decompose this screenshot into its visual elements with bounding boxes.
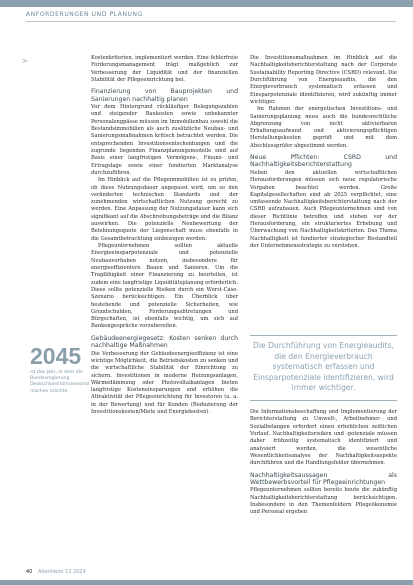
paragraph: Im Hinblick auf die Pflegeimmobilien ist zu prüfen, ob diese Nutzungsdauer angepasst wird, um so den veränderten technischen Standards und der zunehmenden wirtschaftlichen Nutzung gerecht zu werden. Eine Anpassung der Nutzungsdauer kann sich signifikant auf die Abschreibungsbeträge und die Bilanz auswirken. Die potenzielle Neubewertung der Belehnungsquote der Liegenschaft muss ebenfalls in die Gesamtbetrachtung einbezogen werden. (91, 177, 238, 242)
subheading: Neue Pflichten: CSRD und Nachhaltigkeitsberichterstattung (250, 154, 397, 169)
chevron-right-icon: > (22, 57, 28, 65)
bottom-color-bar (0, 580, 413, 585)
publication-name: Altenheim 12 2024 (37, 569, 86, 575)
pull-quote (250, 335, 397, 401)
top-color-bar (0, 0, 413, 7)
kicker-divider (26, 21, 396, 22)
page-footer (26, 569, 86, 575)
paragraph: Die Verbesserung der Gebäudeenergieeffizienz ist eine wichtige Möglichkeit, die Betriebskosten zu senken und die wirtschaftliche Stabilität der Einrichtung zu sichern. Investitionen in moderne Heizungsanlagen, Wärmedämmung oder Photovoltaikanlagen bieten langfristige Kosteneinsparungen und erhöhen die Attraktivität der Pflegeeinrichtung für Investoren (u. a. in der Bewertung) und für Kunden (Reduzierung der Investitionskosten/Miete und Energiekosten). (91, 350, 238, 416)
section-kicker: ANFORDERUNGEN UND PLANUNG (26, 11, 143, 18)
paragraph: Neben den aktuellen wirtschaftlichen Herausforderungen müssen sich neue regulatorische Vorgaben beachtet werden. Große Kapitalgesellschaften sind ab 2025 verpflichtet, eine umfassende Nachhaltigkeitsberichterstattung nach der CSRD aufzubauen. Auch Pflegeunternehmen sind von dieser Richtlinie betroffen und stehen vor der Herausforderung, ein strukturiertes Erhebung und Überwachung von Nachhaltigkeitskriterien. Das Thema Nachhaltigkeit ist fundierter strategischer Bestandteil der Unternehmensstrategie zu verstehen. (250, 169, 397, 249)
pull-quote-text: Die Durchführung von Energieaudits, die den Energieverbrauch systematisch erfassen und Einsparpotenziale identifizieren, wird immer wichtiger. (253, 341, 394, 393)
stat-caption: ist das Jahr, in dem die Bundesregierung Deutschland klimaneutral machen möchte. (30, 370, 90, 394)
subheading: Nachhaltigkeitsaussagen als Wettbewerbsvorteil für Pflegeeinrichtungen (250, 471, 397, 486)
page-number: 40 (26, 569, 33, 575)
paragraph: Pflegeunternehmen sollten bereits heute die zukünftig Nachhaltigkeitsberichterstattung berücksichtigen. Insbesondere in den Themenfeldern Pflegeökonomie und Personal ergeben (250, 487, 397, 516)
paragraph: Kostenkriterien, implementiert werden. Eine fehlerfreie Forderungsmanagement trägt maßgeblich zur Verbesserung der Liquidität und der finanziellen Stabilität der Pflegeeinrichtung bei. (91, 55, 238, 83)
paragraph: Im Rahmen der energetischen Investitions- und Sanierungsplanung muss auch die bundesrechtliche Abgrenzung von nicht aktivierbaren Erhaltungsaufwand und aktivierungspflichtigen Herstellungskosten geprüft und mit dem Abschlussprüfer abgestimmt werden. (250, 106, 397, 149)
stat-number: 2045 (30, 343, 82, 369)
paragraph: Vor dem Hintergrund rückläufiger Belegungszahlen und steigender Baukosten sowie unbekannter Personalengpässe müssen im Immobilienbau sowohl die Bestandsimmobilien als auch zusätzliche Neubau- und Sanierungsmaßnahmen kritisch betrachtet werden. Die entsprechenden Investitionsentscheidungen und die zugrunde liegenden Finanzplanungsmodelle sind auf Basis einer langfristigen Vermögens-, Finanz- und Ertragslage sowie einer fundierten Marktanalyse durchzuführen. (91, 104, 238, 176)
paragraph: Die Investitionsmaßnahmen im Hinblick auf die Nachhaltigkeitsberichterstattung nach der Corporate Sustainability Reporting Directive (CSRD) relevant. Die Durchführung von Energieaudits, die den Energieverbrauch systematisch erfassen und Einsparpotenziale identifizieren, wird zukünftig immer wichtiger. (250, 55, 397, 105)
subheading: Gebäudeenergiegesetz: Kosten senken durch nachhaltige Maßnahmen (91, 334, 238, 350)
paragraph: Die Informationsbeschaffung und Implementierung der Berichterstattung zu Umwelt-, Arbeitnehmer- und Sozialbelangen erfordert einen erheblichen zeitlichen Vorlauf. Nachhaltigkeitsrisiken und -potenziale müssen daher frühzeitig systematisch identifiziert und analysiert werden, die wesentliche Wesentlichkeitsanalyse der Nachhaltigkeitsaspekte durchführen und die Handlungsfelder übernehmen. (250, 409, 397, 467)
paragraph: Pflegeunternehmen sollten aktuelle Energieeinsparpotenziale und potenzielle Neubauvorhaben nutzen, insbesondere für energieeffizientere Bauen und Sanieren. Um die Tragfähigkeit einer Finanzierung zu beurteilen, ist zudem eine langfristige Liquiditätsplanung erforderlich. Diese sollte potenzielle Risiken durch ein Worst-Case-Szenario berücksichtigen. Ein Überblick über bestehende und potenzielle Sicherheiten, wie Grundschulden, Forderungsabtretungen und Bürgschaften, ist ebenfalls wichtig, um sich auf Bankengespräche vorzubereiten. (91, 243, 238, 330)
article-column-left (91, 55, 238, 416)
article-column-right (250, 55, 397, 250)
article-column-right-lower (250, 409, 397, 517)
subheading: Finanzierung von Bauprojekten und Sanierungen nachhaltig planen (91, 88, 238, 103)
